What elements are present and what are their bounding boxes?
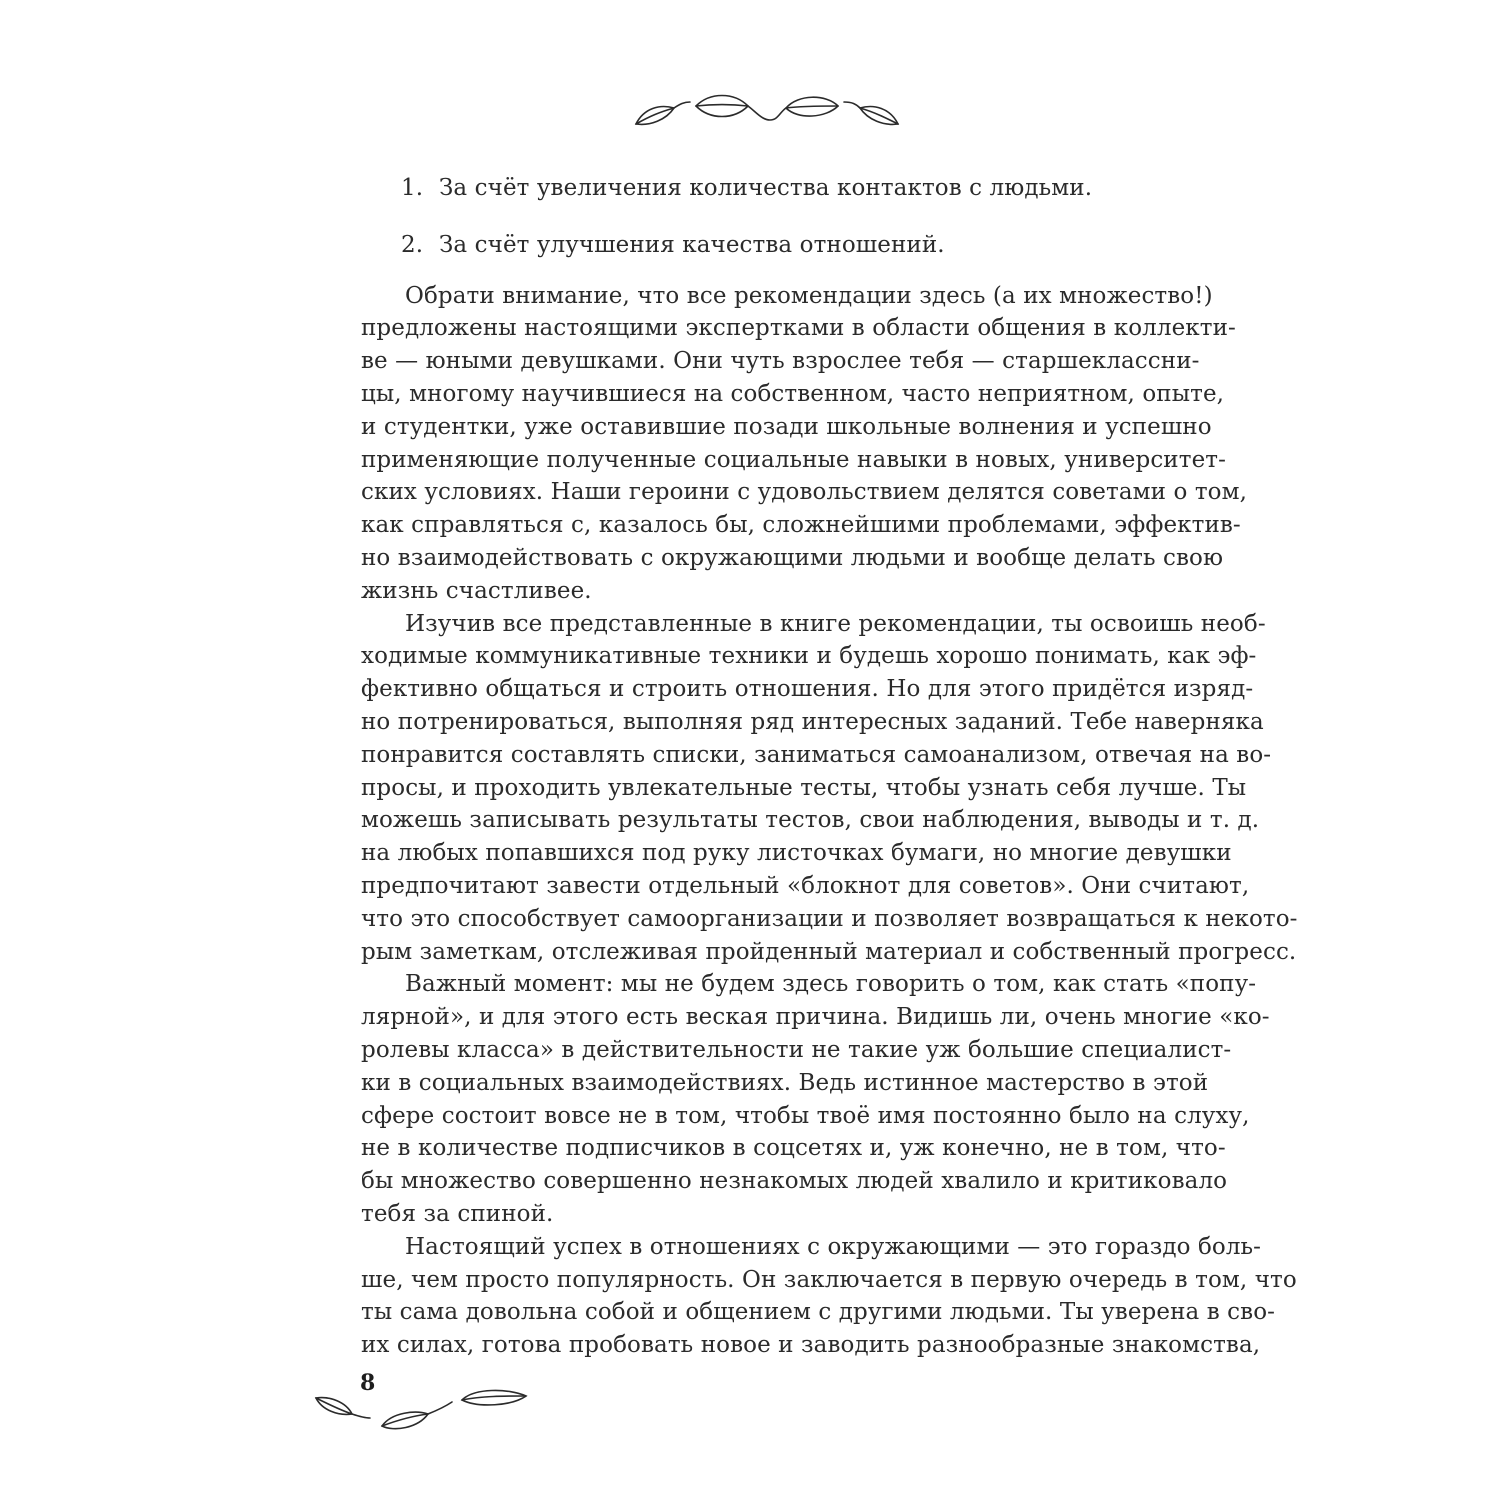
text-line: ты сама довольна собой и общением с другими людьми. Ты уверена в сво- xyxy=(361,1299,1276,1326)
text-line: ки в социальных взаимодействиях. Ведь истинное мастерство в этой xyxy=(361,1069,1209,1096)
list-text: За счёт увеличения количества контактов с людьми. xyxy=(439,175,1093,201)
list-item xyxy=(361,172,1171,205)
text-line: применяющие полученные социальные навыки в новых, университет- xyxy=(361,446,1226,473)
text-line: предпочитают завести отдельный «блокнот для советов». Они считают, xyxy=(361,872,1250,899)
text-line: на любых попавшихся под руку листочках бумаги, но многие девушки xyxy=(361,840,1232,867)
list-text: За счёт улучшения качества отношений. xyxy=(439,231,945,258)
text-line: как справляться с, казалось бы, сложнейшими проблемами, эффектив- xyxy=(361,512,1241,539)
text-line: понравится составлять списки, заниматься самоанализом, отвечая на во- xyxy=(361,741,1272,768)
text-line: бы множество совершенно незнакомых людей хвалило и критиковало xyxy=(361,1168,1228,1195)
text-line: сфере состоит вовсе не в том, чтобы твоё имя постоянно было на слуху, xyxy=(361,1102,1250,1129)
page-body xyxy=(361,172,1298,1362)
leaf-vine-ornament-bottom xyxy=(312,1386,530,1434)
text-line: ше, чем просто популярность. Он заключается в первую очередь в том, что xyxy=(361,1266,1297,1293)
text-line: просы, и проходить увлекательные тесты, чтобы узнать себя лучше. Ты xyxy=(361,774,1247,801)
text-line: что это способствует самоорганизации и позволяет возвращаться к некото- xyxy=(361,905,1298,932)
page-number: 8 xyxy=(360,1370,376,1396)
text-line: ских условиях. Наши героини с удовольствием делятся советами о том, xyxy=(361,479,1248,506)
text-line: лярной», и для этого есть веская причина. Видишь ли, очень многие «ко- xyxy=(361,1004,1270,1031)
text-line: Важный момент: мы не будем здесь говорить о том, как стать «попу- xyxy=(405,971,1257,998)
text-line: цы, многому научившиеся на собственном, часто неприятном, опыте, xyxy=(361,380,1225,407)
text-line: рым заметкам, отслеживая пройденный материал и собственный прогресс. xyxy=(361,938,1297,965)
text-line: предложены настоящими экспертками в области общения в коллекти- xyxy=(361,315,1236,342)
list-item xyxy=(361,229,1171,262)
list-number: 2. xyxy=(401,231,424,258)
paragraph xyxy=(361,280,1248,608)
text-line: их силах, готова пробовать новое и заводить разнообразные знакомства, xyxy=(361,1332,1261,1359)
text-line: ролевы класса» в действительности не такие уж большие специалист- xyxy=(361,1036,1232,1063)
text-line: не в количестве подписчиков в соцсетях и, уж конечно, не в том, что- xyxy=(361,1135,1226,1162)
text-line: но взаимодействовать с окружающими людьми и вообще делать свою xyxy=(361,544,1224,571)
text-line: тебя за спиной. xyxy=(361,1200,554,1227)
text-line: фективно общаться и строить отношения. Но для этого придётся изряд- xyxy=(361,676,1254,703)
paragraph xyxy=(361,608,1298,969)
text-line: жизнь счастливее. xyxy=(361,577,592,604)
text-line: Настоящий успех в отношениях с окружающими — это гораздо боль- xyxy=(405,1233,1262,1260)
list-number: 1. xyxy=(401,175,424,201)
text-line: ве — юными девушками. Они чуть взрослее тебя — старшеклассни- xyxy=(361,348,1200,375)
text-line: ходимые коммуникативные техники и будешь хорошо понимать, как эф- xyxy=(361,643,1257,670)
text-line: но потренироваться, выполняя ряд интересных заданий. Тебе наверняка xyxy=(361,708,1264,735)
text-line: Изучив все представленные в книге рекомендации, ты освоишь необ- xyxy=(405,610,1266,637)
paragraph xyxy=(361,968,1270,1230)
leaf-vine-ornament-top xyxy=(630,90,902,130)
text-line: и студентки, уже оставившие позади школьные волнения и успешно xyxy=(361,413,1212,440)
paragraph xyxy=(361,1231,1297,1362)
text-line: Обрати внимание, что все рекомендации здесь (а их множество!) xyxy=(405,282,1213,309)
text-line: можешь записывать результаты тестов, свои наблюдения, выводы и т. д. xyxy=(361,807,1260,834)
